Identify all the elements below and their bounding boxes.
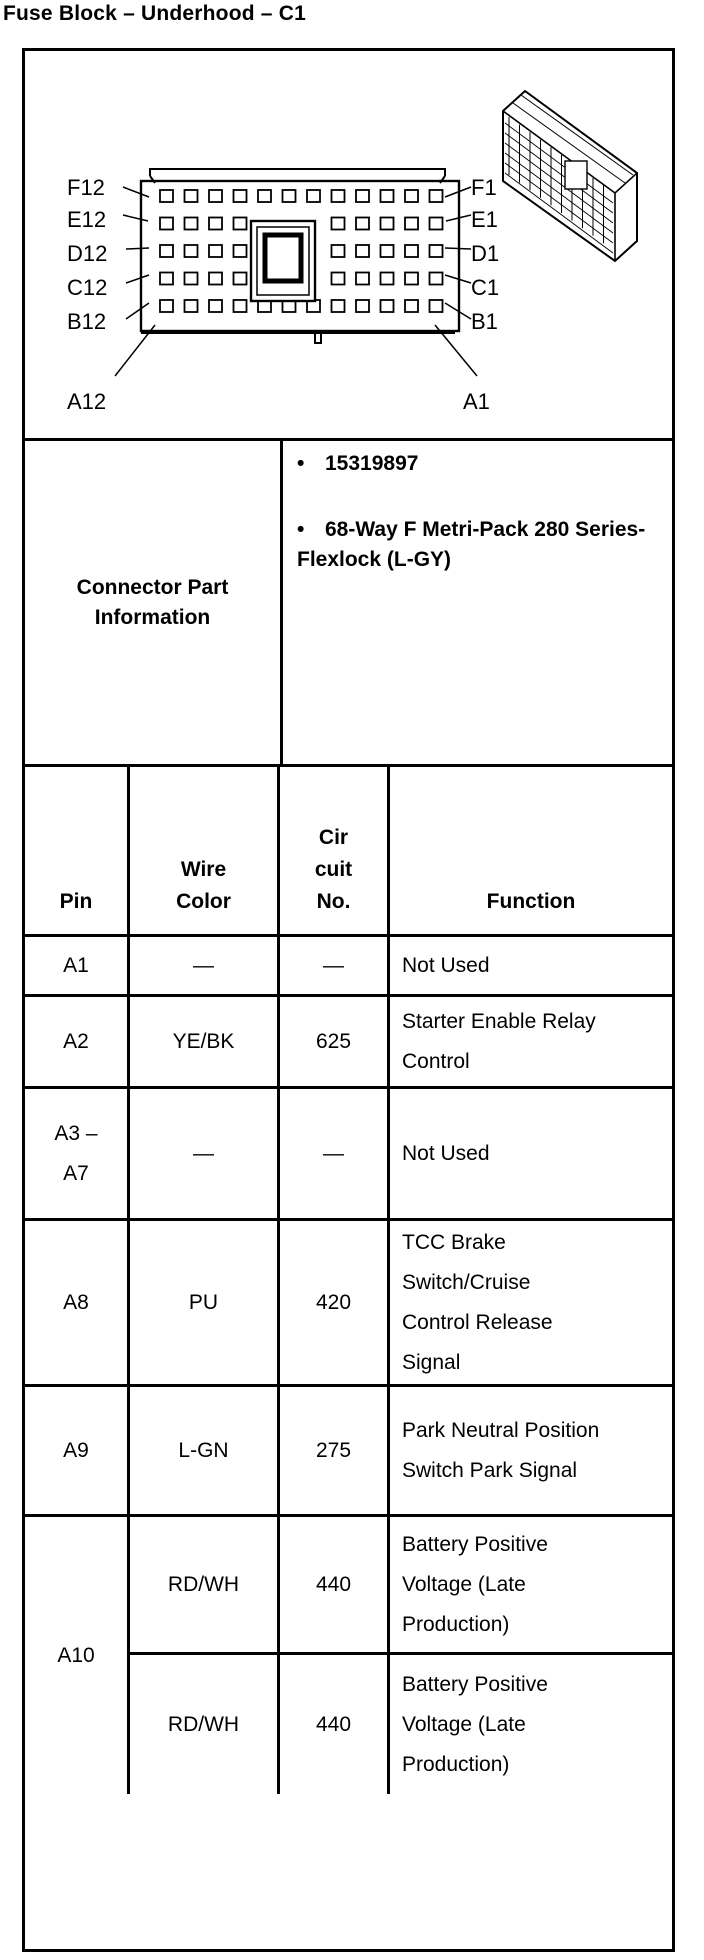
table-row <box>25 997 672 1089</box>
wire-color-cell: PU <box>130 1221 280 1384</box>
function-cell: Park Neutral Position Switch Park Signal <box>402 1418 600 1482</box>
connector-info-row <box>25 441 672 767</box>
table-header-row <box>25 767 672 937</box>
table-row <box>25 1387 672 1517</box>
row-label-d12: D12 <box>67 241 108 266</box>
pin-cell: A8 <box>25 1221 130 1384</box>
row-label-f1: F1 <box>471 175 497 200</box>
header-pin: Pin <box>25 767 130 934</box>
wire-color-cell: — <box>130 937 280 994</box>
row-label-d1: D1 <box>471 241 500 266</box>
function-cell: Starter Enable Relay Control <box>402 1009 596 1073</box>
wire-color-cell: L-GN <box>130 1387 280 1514</box>
wire-color-cell: RD/WH <box>130 1655 280 1794</box>
header-circuit-no: Cir cuit No. <box>280 767 390 934</box>
pin-cell: A1 <box>25 937 130 994</box>
pin-cell: A2 <box>25 997 130 1086</box>
connector-3d-icon <box>503 91 637 261</box>
row-label-b12: B12 <box>67 309 107 334</box>
connector-description: • 68-Way F Metri-Pack 280 Series- Flexlock (L-GY) <box>297 515 657 575</box>
pin-cell: A3 –A7 <box>25 1089 130 1218</box>
page-title: Fuse Block – Underhood – C1 <box>3 2 306 25</box>
connector-diagram <box>25 51 672 441</box>
table-row <box>25 1221 672 1387</box>
part-number: • 15319897 <box>297 449 657 479</box>
row-label-c12: C12 <box>67 275 108 300</box>
circuit-cell: 440 <box>280 1655 390 1794</box>
circuit-cell: 275 <box>280 1387 390 1514</box>
circuit-cell: — <box>280 1089 390 1218</box>
bullet-icon: • <box>297 452 305 475</box>
wire-color-cell: — <box>130 1089 280 1218</box>
wire-color-cell: RD/WH <box>130 1517 280 1652</box>
table-row <box>25 937 672 997</box>
row-label-e1: E1 <box>471 207 498 232</box>
function-cell: TCC Brake Switch/Cruise Control Release Signal <box>402 1230 553 1374</box>
circuit-cell: 440 <box>280 1517 390 1652</box>
row-label-e12: E12 <box>67 207 107 232</box>
row-label-a12: A12 <box>67 389 107 414</box>
wire-color-cell: YE/BK <box>130 997 280 1086</box>
header-wire-color: Wire Color <box>130 767 280 934</box>
connector-face-drawing <box>25 51 672 438</box>
circuit-cell: 625 <box>280 997 390 1086</box>
table-row <box>130 1517 672 1655</box>
pin-cell: A10 <box>25 1517 130 1794</box>
function-cell: Battery Positive Voltage (Late Production) <box>402 1672 548 1776</box>
connector-info-label: Connector Part Information <box>25 441 283 764</box>
function-cell: Battery Positive Voltage (Late Production) <box>402 1532 548 1636</box>
circuit-cell: — <box>280 937 390 994</box>
circuit-cell: 420 <box>280 1221 390 1384</box>
table-row <box>25 1089 672 1221</box>
header-function: Function <box>486 890 576 913</box>
connector-info-values <box>283 441 672 764</box>
bullet-icon: • <box>297 518 305 541</box>
connector-sheet <box>22 48 675 1952</box>
row-label-c1: C1 <box>471 275 500 300</box>
row-label-f12: F12 <box>67 175 105 200</box>
row-label-b1: B1 <box>471 309 498 334</box>
function-cell: Not Used <box>402 1141 490 1165</box>
table-row <box>130 1655 672 1794</box>
function-cell: Not Used <box>402 953 490 977</box>
row-label-a1: A1 <box>463 389 490 414</box>
pin-cell: A9 <box>25 1387 130 1514</box>
